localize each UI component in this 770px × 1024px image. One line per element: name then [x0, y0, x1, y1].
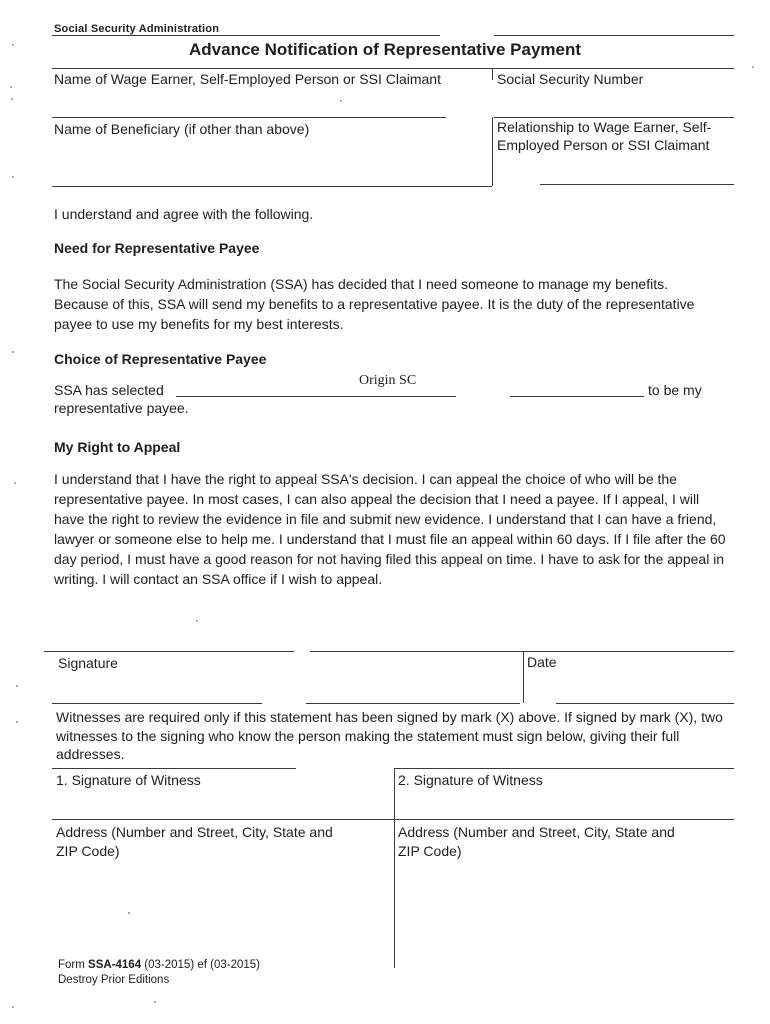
- scan-speck: [14, 482, 16, 484]
- scan-speck: [340, 100, 342, 102]
- relationship-divider: [492, 117, 493, 186]
- choice-heading: Choice of Representative Payee: [54, 351, 267, 367]
- scan-speck: [12, 351, 14, 353]
- wage-earner-label: Name of Wage Earner, Self-Employed Person or SSI Claimant: [54, 71, 441, 87]
- need-heading: Need for Representative Payee: [54, 240, 260, 256]
- scan-speck: [196, 620, 198, 622]
- witness2-signature-line: [394, 819, 734, 820]
- signature-rule-right: [310, 651, 734, 652]
- choice-prefix: SSA has selected: [54, 382, 164, 398]
- scan-speck: [752, 66, 754, 68]
- form-number: SSA-4164: [88, 959, 142, 971]
- ssn-divider: [492, 68, 493, 80]
- form-number-line: [58, 958, 260, 972]
- wage-earner-field-line: [52, 117, 446, 118]
- witness1-signature-line: [52, 819, 394, 820]
- witness-table-top-left: [52, 768, 296, 769]
- scan-speck: [154, 1001, 156, 1003]
- date-divider: [523, 651, 524, 703]
- scan-speck: [16, 685, 18, 687]
- form-title: Advance Notification of Representative Payment: [189, 40, 582, 59]
- need-paragraph: The Social Security Administration (SSA) has decided that I need someone to manage my benefits. Because of this, SSA will send my benefits to a representative payee. It is the duty of the representative payee to use my benefits for my best interests.: [54, 276, 695, 332]
- witness2-label: 2. Signature of Witness: [398, 772, 543, 788]
- destroy-notice: Destroy Prior Editions: [58, 974, 170, 986]
- form-revision: (03-2015) ef (03-2015): [141, 959, 260, 971]
- scan-speck: [11, 98, 13, 100]
- relationship-label-line1: Relationship to Wage Earner, Self-: [497, 119, 712, 135]
- relationship-label-line2: Employed Person or SSI Claimant: [497, 137, 710, 153]
- scan-speck: [16, 721, 18, 723]
- witness-table-top-right: [394, 768, 734, 769]
- agency-name: Social Security Administration: [54, 23, 220, 35]
- beneficiary-field-line: [52, 186, 492, 187]
- choice-suffix: to be my: [648, 382, 702, 398]
- payee-extra-line: [510, 396, 644, 397]
- appeal-heading: My Right to Appeal: [54, 439, 181, 455]
- ssn-label: Social Security Number: [497, 71, 644, 87]
- appeal-paragraph: I understand that I have the right to appeal SSA's decision. I can appeal the choice of who will be the representative payee. In most cases, I can also appeal the decision that I need a payee. If I appeal, I will have the right to review the evidence in file and submit new evidence. I understand that I can have a friend, lawyer or someone else to help me. I understand that I must file an appeal within 60 days. If I file after the 60 day period, I must have a good reason for not having filed this appeal on time. I have to ask for the appeal in writing. I will contact an SSA office if I wish to appeal.: [54, 471, 726, 587]
- header-rule-left: [52, 35, 440, 36]
- date-field-line: [556, 703, 734, 704]
- date-label: Date: [527, 654, 557, 670]
- scan-speck: [12, 176, 14, 178]
- witness2-address-label-line2: ZIP Code): [398, 843, 462, 859]
- signature-field-line-2: [306, 703, 520, 704]
- intro-text: I understand and agree with the following.: [54, 206, 314, 222]
- choice-line2: representative payee.: [54, 400, 189, 416]
- witness-note: Witnesses are required only if this statement has been signed by mark (X) above. If signed by mark (X), two witnesses to the signing who know the person making the statement must sign below, giving their full addresses.: [56, 709, 723, 762]
- scan-speck: [12, 1006, 14, 1008]
- header-rule-right: [494, 35, 734, 36]
- relationship-field-line: [540, 184, 734, 185]
- witness-table-divider: [394, 768, 395, 968]
- payee-name-line: [176, 396, 456, 397]
- witness1-address-label-line1: Address (Number and Street, City, State and: [56, 824, 333, 840]
- witness1-address-label-line2: ZIP Code): [56, 843, 120, 859]
- scan-speck: [12, 44, 14, 46]
- signature-field-line: [52, 703, 262, 704]
- witness2-address-label-line1: Address (Number and Street, City, State and: [398, 824, 675, 840]
- witness1-label: 1. Signature of Witness: [56, 772, 201, 788]
- payee-name-value: Origin SC: [359, 373, 417, 388]
- signature-rule-left: [44, 651, 294, 652]
- scan-speck: [10, 86, 12, 88]
- beneficiary-label: Name of Beneficiary (if other than above): [54, 121, 310, 137]
- scan-speck: [128, 912, 130, 914]
- form-prefix: Form: [58, 959, 89, 971]
- signature-label: Signature: [58, 655, 118, 671]
